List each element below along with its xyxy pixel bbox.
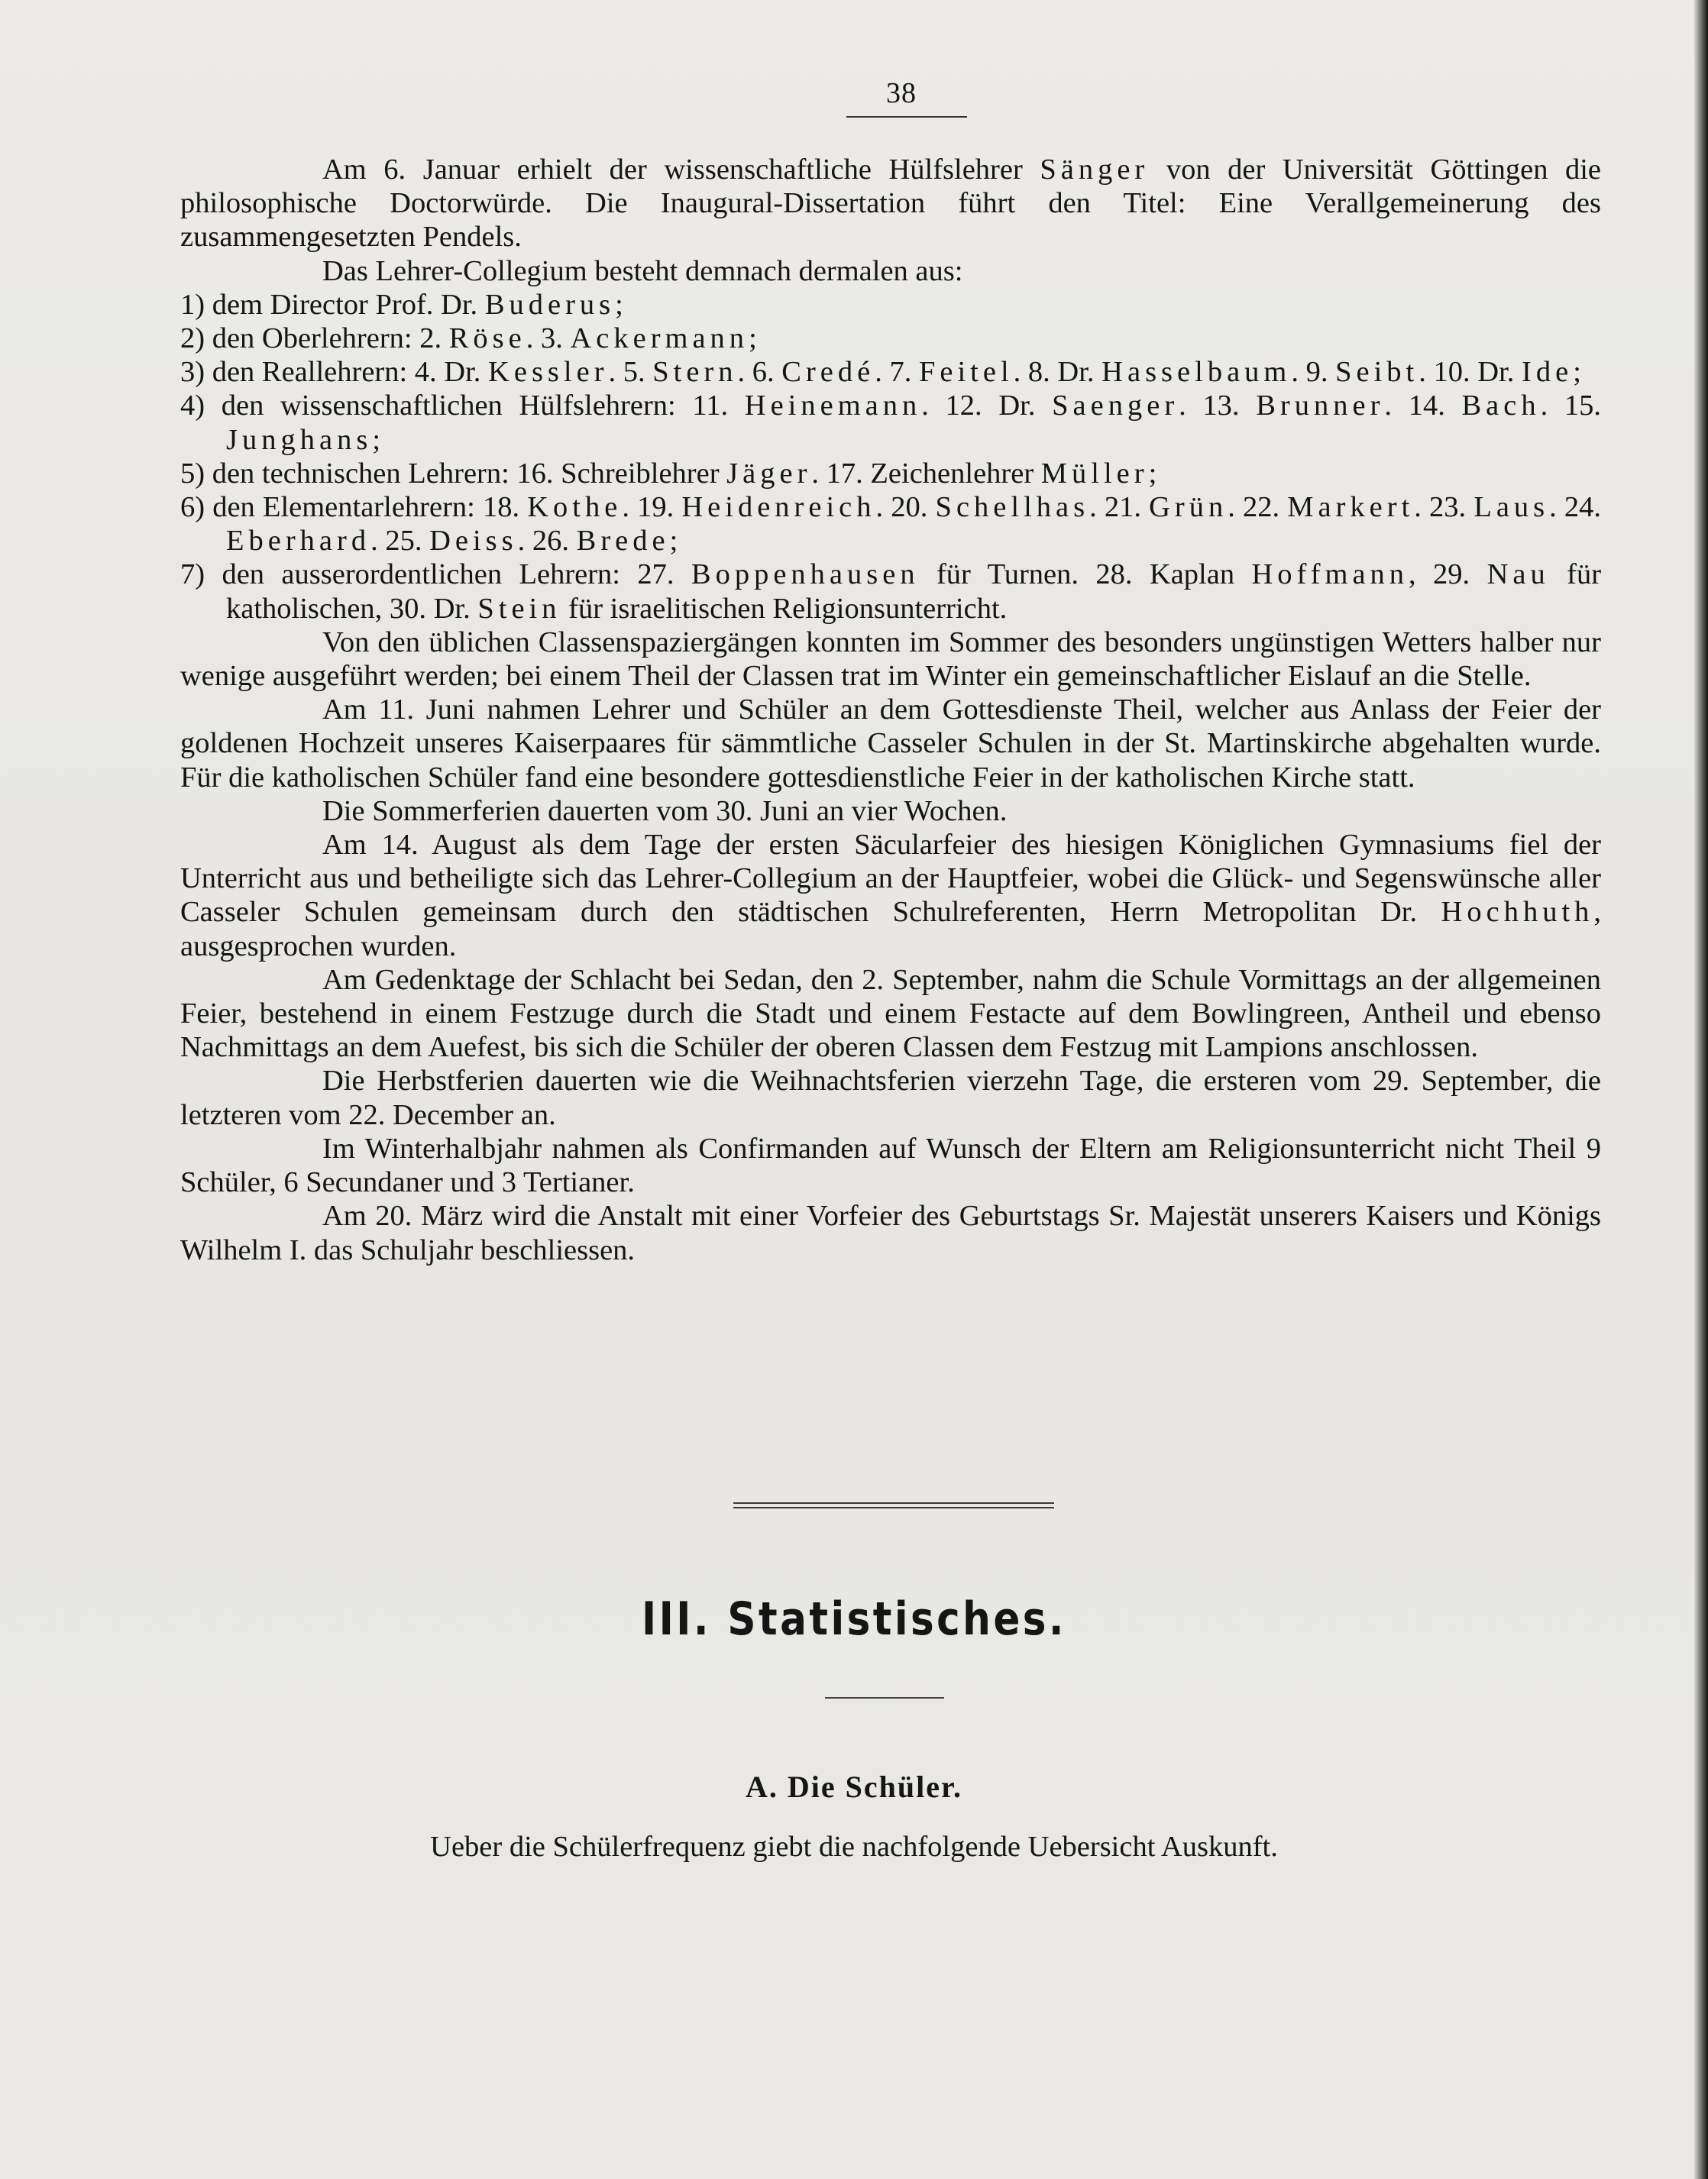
spaced-name: Müller [1040,457,1149,490]
text-run: ; [669,525,678,558]
paragraph-doctorate [180,153,1601,254]
spaced-name: Boppenhausen [691,558,920,591]
spaced-name: Brunner [1256,390,1385,422]
spaced-name: Stern [652,356,738,389]
paragraph-school-year-end: Am 20. März wird die Anstalt mit einer Vorfeier des Geburtstags Sr. Majestät unserers Kaisers und Königs Wilhelm I. das Schuljahr beschliessen. [180,1200,1601,1266]
text-run: . 25. [370,525,422,558]
section-title: III. Statistisches. [642,1592,1066,1646]
text-run: 5) den technischen Lehrern: 16. Schreiblehrer [180,457,720,490]
staff-item-director [180,288,1601,322]
spaced-name: Credé [781,356,875,389]
closing-sentence: Ueber die Schülerfrequenz giebt die nachfolgende Uebersicht Auskunft. [430,1831,1278,1863]
spaced-name: Deiss [429,525,518,558]
staff-item-elementar [180,490,1601,558]
spaced-name: Seibt [1335,356,1419,389]
text-run: . 24. [1549,491,1602,524]
spaced-name: Eberhard [226,525,371,558]
text-run: 1) dem Director Prof. Dr. [180,288,478,321]
spaced-name: Hasselbaum [1101,356,1292,389]
staff-item-technische [180,457,1601,490]
paragraph-excursions: Von den üblichen Classenspaziergängen konnten im Sommer des besonders ungünstigen Wetters halber nur wenige ausgeführt werden; bei einem Theil der Classen trat im Winter ein gemeinschaftlicher Eislauf an die Stelle. [180,626,1601,693]
spaced-name: Kessler [488,356,609,389]
text-run: 6) den Elementarlehrern: 18. [180,491,520,524]
spaced-name: Schellhas [935,491,1090,524]
paragraph-staff-intro: Das Lehrer-Collegium besteht demnach dermalen aus: [322,254,963,287]
staff-item-oberlehrer [180,322,1601,355]
text-run: . 20. [875,491,928,524]
text-run: Am 14. August als dem Tage der ersten Säcularfeier des hiesigen Königlichen Gymnasiums fiel der Unterricht aus und betheiligte sich das Lehrer-Collegium an der Hauptfeier, wobei die Glück- und Segenswünsche aller Casseler Schulen gemeinsam durch den städtischen Schulreferenten, Herrn Metropolitan Dr. [180,829,1601,929]
text-run: , 29. [1409,558,1470,591]
text-run: . 21. [1089,491,1141,524]
spaced-name: Sänger [1040,154,1150,186]
text-run: . 19. [622,491,674,524]
paragraph-confirmands: Im Winterhalbjahr nahmen als Confirmanden auf Wunsch der Eltern am Religionsunterricht nicht Theil 9 Schüler, 6 Secundaner und 3 Tertianer. [180,1132,1601,1199]
text-run: . 5. [608,356,645,389]
spaced-name: Stein [477,592,561,625]
text-run: . 22. [1228,491,1280,524]
text-run: . 8. Dr. [1013,356,1095,389]
text-run: . 14. [1384,390,1445,422]
text-run: , ausgesprochen wurden. [180,896,1602,962]
text-run: . 10. Dr. [1418,356,1515,389]
text-run: 7) den ausserordentlichen Lehrern: 27. [180,558,674,591]
text-run: . 15. [1540,390,1602,422]
text-run: Am 6. Januar erhielt der wissenschaftliche Hülfslehrer [322,154,1023,186]
text-run: ; [1573,356,1581,389]
spaced-name: Heinemann [744,390,922,422]
spaced-name: Junghans [226,423,373,456]
text-run: von der Universität Göttingen die philosophische Doctorwürde. Die Inaugural-Dissertation führt den Titel: Eine Verallgemeinerung des zusammengesetzten Pendels. [180,154,1602,254]
text-run: für Turnen. 28. Kaplan [936,558,1235,591]
text-run: . 9. [1291,356,1328,389]
text-run: . 7. [875,356,912,389]
spaced-name: Feitel [918,356,1014,389]
text-run: ; [372,423,381,456]
spaced-name: Markert [1287,491,1415,524]
spaced-name: Buderus [484,288,616,321]
text-run: 4) den wissenschaftlichen Hülfslehrern: 11. [180,390,729,422]
staff-item-reallehrer [180,355,1601,389]
spaced-name: Heidenreich [681,491,876,524]
spaced-name: Hoffmann [1251,558,1409,591]
text-run: . 3. [526,322,563,355]
spaced-name: Hochhuth [1441,896,1594,929]
text-run: 3) den Reallehrern: 4. Dr. [180,356,481,389]
spaced-name: Saenger [1052,390,1179,422]
text-run: . 23. [1414,491,1467,524]
paragraph-golden-wedding: Am 11. Juni nahmen Lehrer und Schüler an dem Gottesdienste Theil, welcher aus Anlass der Feier der goldenen Hochzeit unseres Kaiserpaares für sämmtliche Casseler Schulen in der St. Martinskirche abgehalten wurde. Für die katholischen Schüler fand eine besondere gottesdienstliche Feier in der katholischen Kirche statt. [180,693,1601,794]
text-run: 2) den Oberlehrern: 2. [180,322,442,355]
spaced-name: Nau [1486,558,1550,591]
spaced-name: Brede [576,525,670,558]
spaced-name: Jäger [726,457,812,490]
paragraph-sedan-day: Am Gedenktage der Schlacht bei Sedan, den 2. September, nahm die Schule Vormittags an der allgemeinen Feier, bestehend in einem Festzuge durch die Stadt und einem Festacte auf dem Bowlingreen, Antheil und ebenso Nachmittags an dem Auefest, bis sich die Schüler der oberen Classen dem Festzug mit Lampions anschlossen. [180,963,1601,1064]
text-run: für israelitischen Religionsunterricht. [568,592,1008,625]
paragraph-centenary [180,828,1601,963]
text-run: . 26. [517,525,570,558]
page-number: 38 [886,77,917,109]
paragraph-autumn-holidays: Die Herbstferien dauerten wie die Weihnachtsferien vierzehn Tage, die ersteren vom 29. September, die letzteren vom 22. December an. [180,1065,1601,1131]
section-divider-rule [733,1507,1054,1508]
text-run: ; [1148,457,1157,490]
staff-item-ausserordentlich [180,558,1601,625]
text-run: . 12. Dr. [921,390,1036,422]
spaced-name: Laus [1473,491,1550,524]
text-run: ; [615,288,623,321]
text-run: . 13. [1179,390,1240,422]
text-run: . 6. [737,356,775,389]
page-number-rule [846,116,967,118]
spaced-name: Röse [448,322,526,355]
body-text [180,153,1601,1267]
spaced-name: Grün [1149,491,1228,524]
spaced-name: Bach [1461,390,1541,422]
paragraph-summer-holidays: Die Sommerferien dauerten vom 30. Juni an vier Wochen. [322,794,1008,827]
text-run: . 17. Zeichenlehrer [811,457,1034,490]
staff-item-huelfslehrer [180,389,1601,456]
text-run: für katholischen, 30. Dr. [226,558,1602,625]
spaced-name: Ide [1522,356,1574,389]
subsection-title: A. Die Schüler. [745,1770,963,1804]
section-title-rule [825,1697,944,1699]
spaced-name: Ackermann [570,322,749,355]
section-divider-rule [733,1502,1054,1504]
spaced-name: Kothe [527,491,623,524]
text-run: ; [749,322,757,355]
